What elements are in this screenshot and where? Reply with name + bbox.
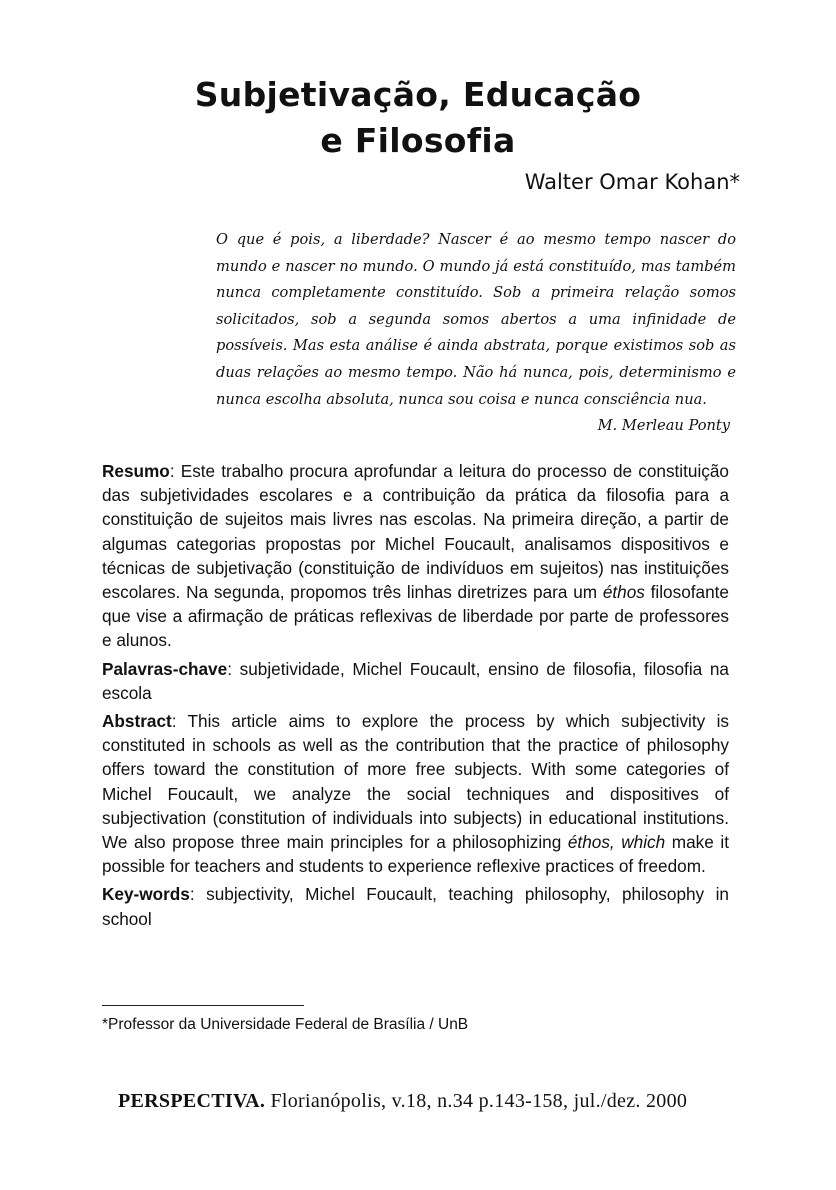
abstract-paragraph: [102, 709, 729, 878]
journal-name: PERSPECTIVA.: [118, 1090, 266, 1112]
article-title: [150, 72, 686, 164]
footnote-divider: [102, 1005, 304, 1006]
journal-citation: Florianópolis, v.18, n.34 p.143-158, jul./dez. 2000: [265, 1090, 688, 1112]
palavras-chave-paragraph: [102, 657, 729, 705]
epigraph-text: O que é pois, a liberdade? Nascer é ao mesmo tempo nascer do mundo e nascer no mundo. O mundo já está constituído, mas também nunca completamente constituído. Sob a primeira relação somos solicitados, sob a segunda somos abertos a uma infinidade de possíveis. Mas esta análise é ainda abstrata, porque existimos sob as duas relações ao mesmo tempo. Não há nunca, pois, determinismo e nunca escolha absoluta, nunca sou coisa e nunca consciência nua.: [216, 231, 736, 408]
author-name: Walter Omar Kohan*: [524, 170, 740, 194]
resumo-italic: éthos: [602, 582, 645, 603]
resumo-label: Resumo: [102, 461, 170, 481]
abstracts-section: [102, 459, 729, 935]
resumo-text-1: : Este trabalho procura aprofundar a leitura do processo de constituição das subjetividades escolares e a contribuição da prática da filosofia para a constituição de sujeitos mais livres nas escolas. Na primeira direção, a partir de algumas categorias propostas por Michel Foucault, analisamos dispositivos e técnicas de subjetivação (constituição de indivíduos em sujeitos) nas instituições escolares. Na segunda, propomos três linhas diretrizes para um: [102, 461, 729, 603]
abstract-text-2: make it possible for teachers and students to experience reflexive practices of freedom.: [102, 832, 729, 877]
resumo-paragraph: [102, 459, 729, 653]
key-words-paragraph: [102, 882, 729, 930]
title-line-2: e Filosofia: [320, 121, 516, 160]
palavras-chave-text: : subjetividade, Michel Foucault, ensino de filosofia, filosofia na escola: [102, 658, 729, 703]
palavras-chave-label: Palavras-chave: [102, 658, 228, 679]
epigraph: [216, 227, 736, 440]
page-footer: [118, 1090, 687, 1113]
abstract-italic: éthos, which: [567, 832, 666, 853]
key-words-text: : subjectivity, Michel Foucault, teaching philosophy, philosophy in school: [102, 884, 729, 929]
epigraph-attribution: M. Merleau Ponty: [597, 417, 730, 435]
footnote: *Professor da Universidade Federal de Brasília / UnB: [102, 1016, 469, 1033]
title-line-1: Subjetivação, Educação: [194, 75, 642, 114]
key-words-label: Key-words: [102, 884, 190, 905]
abstract-text-1: : This article aims to explore the process by which subjectivity is constituted in schools as well as the contribution that the practice of philosophy offers toward the constitution of more free subjects. With some categories of Michel Foucault, we analyze the social techniques and dispositives of subjectivation (constitution of individuals into subjects) in educational institutions. We also propose three main principles for a philosophizing: [102, 711, 729, 853]
resumo-text-2: filosofante que vise a afirmação de práticas reflexivas de liberdade por parte de professores e alunos.: [102, 582, 729, 651]
abstract-label: Abstract: [102, 711, 172, 732]
